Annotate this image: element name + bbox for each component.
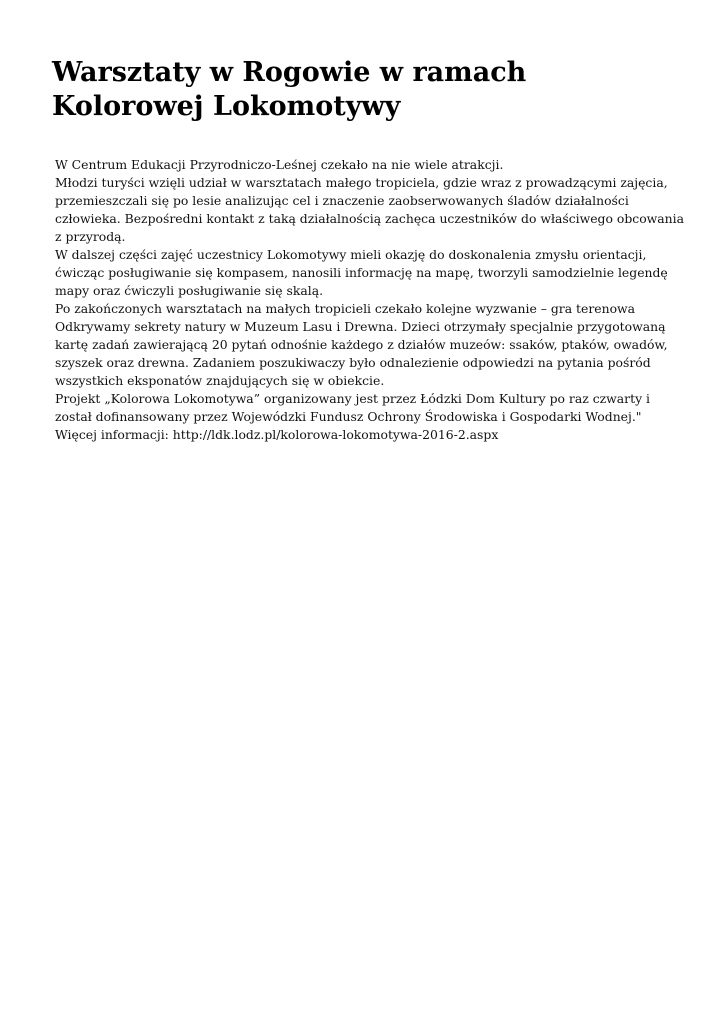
body-line: W Centrum Edukacji Przyrodniczo-Leśnej czekało na nie wiele atrakcji. [55, 157, 504, 172]
body-line: ćwicząc posługiwanie się kompasem, nanosili informację na mapę, tworzyli samodzielnie legendę [55, 265, 668, 280]
body-line: Po zakończonych warsztatach na małych tropicieli czekało kolejne wyzwanie – gra terenowa [55, 301, 636, 316]
body-line: W dalszej części zajęć uczestnicy Lokomotywy mieli okazję do doskonalenia zmysłu orientacji, [55, 247, 647, 262]
body-line: Projekt „Kolorowa Lokomotywa” organizowany jest przez Łódzki Dom Kultury po raz czwarty i [55, 391, 650, 406]
body-line: człowieka. Bezpośredni kontakt z taką działalnością zachęca uczestników do właściwego obcowania [55, 211, 685, 226]
body-line: wszystkich eksponatów znajdujących się w obiekcie. [55, 373, 385, 388]
body-line: kartę zadań zawierającą 20 pytań odnośnie każdego z działów muzeów: ssaków, ptaków, owadów, [55, 337, 668, 352]
article-body [55, 156, 685, 444]
body-line: Odkrywamy sekrety natury w Muzeum Lasu i Drewna. Dzieci otrzymały specjalnie przygotowaną [55, 319, 666, 334]
page-title: Warsztaty w Rogowie w ramach Kolorowej Lokomotywy [52, 57, 527, 122]
body-line: z przyrodą. [55, 229, 126, 244]
body-line: mapy oraz ćwiczyli posługiwanie się skalą. [55, 283, 324, 298]
body-line: przemieszczali się po lesie analizując cel i znaczenie zaobserwowanych śladów działalności [55, 193, 629, 208]
body-line: Więcej informacji: http://ldk.lodz.pl/kolorowa-lokomotywa-2016-2.aspx [55, 427, 499, 442]
body-line: został dofinansowany przez Wojewódzki Fundusz Ochrony Środowiska i Gospodarki Wodnej." [55, 409, 642, 424]
body-line: szyszek oraz drewna. Zadaniem poszukiwaczy było odnalezienie odpowiedzi na pytania pośród [55, 355, 651, 370]
body-line: Młodzi turyści wzięli udział w warsztatach małego tropiciela, gdzie wraz z prowadzącymi zajęcia, [55, 175, 668, 190]
